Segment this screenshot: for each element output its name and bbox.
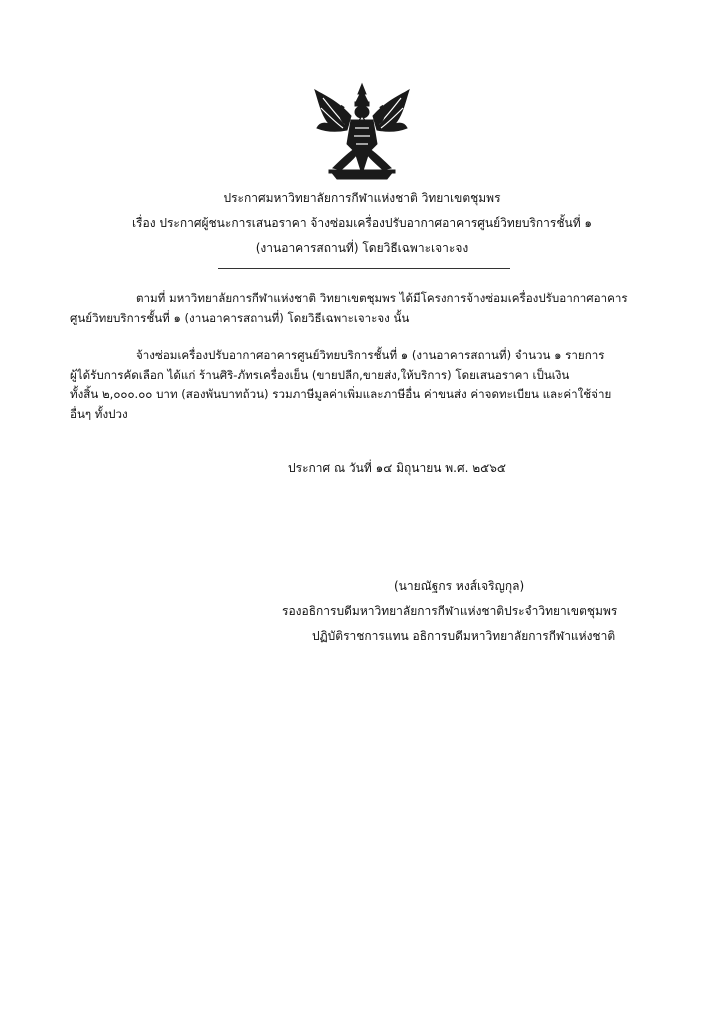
signer-name: (นายณัฐกร หงส์เจริญกุล) [394, 579, 525, 593]
paragraph-1-line-2: ศูนย์วิทยบริการชั้นที่ ๑ (งานอาคารสถานที่) โดยวิธีเฉพาะเจาะจง นั้น [70, 310, 410, 325]
paragraph-2-line-4: อื่นๆ ทั้งปวง [70, 406, 128, 421]
org-title: ประกาศมหาวิทยาลัยการกีฬาแห่งชาติ วิทยาเขตชุมพร [223, 191, 501, 205]
signer-position-1: รองอธิการบดีมหาวิทยาลัยการกีฬาแห่งชาติประจำวิทยาเขตชุมพร [282, 604, 618, 618]
announcement-day: ๑๔ [375, 461, 393, 475]
subject-line: เรื่อง ประกาศผู้ชนะการเสนอราคา จ้างซ่อมเครื่องปรับอากาศอาคารศูนย์วิทยบริการชั้นที่ ๑ [131, 216, 593, 230]
paragraph-2-line-3: ทั้งสิ้น ๒,๐๐๐.๐๐ บาท (สองพันบาทถ้วน) รวมภาษีมูลค่าเพิ่มและภาษีอื่น ค่าขนส่ง ค่าจดทะเบียน และค่าใช้จ่าย [70, 387, 612, 401]
paragraph-2-line-1: จ้างซ่อมเครื่องปรับอากาศอาคารศูนย์วิทยบริการชั้นที่ ๑ (งานอาคารสถานที่) จำนวน ๑ รายการ [136, 348, 605, 362]
signer-position-2: ปฏิบัติราชการแทน อธิการบดีมหาวิทยาลัยการกีฬาแห่งชาติ [312, 629, 616, 643]
garuda-emblem-icon [311, 82, 413, 182]
announcement-month-year: มิถุนายน พ.ศ. ๒๕๖๕ [396, 461, 506, 475]
paragraph-1 [70, 289, 654, 328]
subject-line-2: (งานอาคารสถานที่) โดยวิธีเฉพาะเจาะจง [255, 241, 469, 255]
paragraph-2 [70, 346, 654, 424]
title-divider [218, 268, 510, 269]
paragraph-2-line-2: ผู้ได้รับการคัดเลือก ได้แก่ ร้านศิริ-ภัทรเครื่องเย็น (ขายปลีก,ขายส่ง,ให้บริการ) โดยเสนอราคา เป็นเงิน [70, 367, 570, 382]
announcement-date [288, 460, 506, 476]
paragraph-1-line-1: ตามที่ มหาวิทยาลัยการกีฬาแห่งชาติ วิทยาเขตชุมพร ได้มีโครงการจ้างซ่อมเครื่องปรับอากาศอาคาร [136, 291, 628, 305]
announcement-prefix: ประกาศ ณ วันที่ [288, 461, 372, 475]
